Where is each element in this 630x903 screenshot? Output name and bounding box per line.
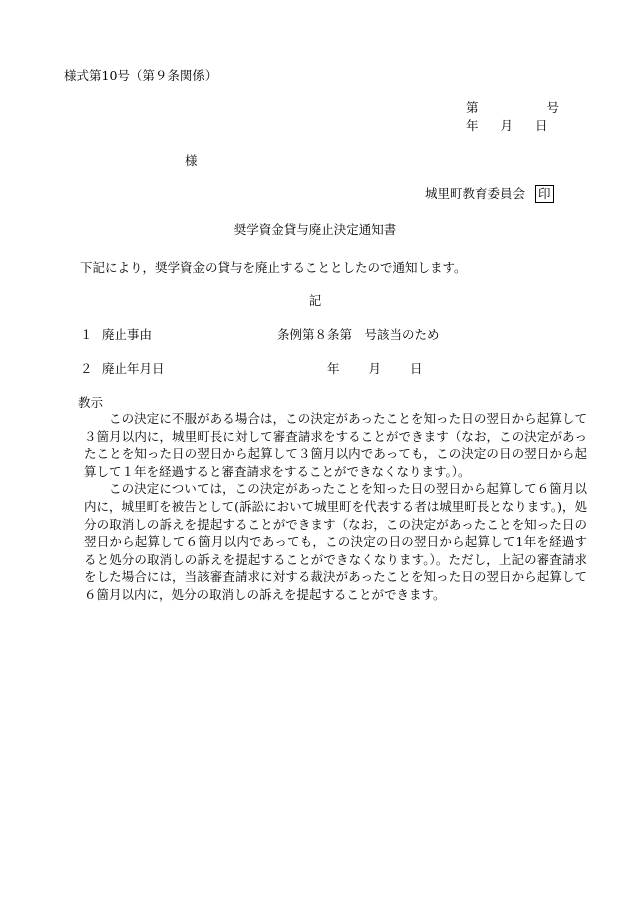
issuer-name: 城里町教育委員会 [425, 186, 526, 201]
item-abolition-date [80, 359, 423, 377]
abolition-date-month: 月 [368, 361, 382, 376]
item-value: 条例第８条第 号該当のため [277, 327, 440, 342]
abolition-date-fields [327, 361, 423, 376]
item-number: １ [80, 327, 93, 342]
form-number-label: 様式第10号（第９条関係） [64, 68, 218, 83]
item-label: 廃止年月日 [102, 361, 165, 376]
notice-paragraph-lawsuit: この決定については，この決定があったことを知った日の翌日から起算して６箇月以内に，城里町を被告として(訴訟において城里町を代表する者は城里町長となります。)，処分の取消しの訴えを提起することができます（なお，この決定があったことを知った日の翌日から起算して６箇月以内であっても，この決定の日の翌日から起算して1年を経過すると処分の取消しの訴えを提起することができなくなります。）。ただし，上記の審査請求をした場合には，当該審査請求に対する裁決があったことを知った日の翌日から起算して６箇月以内に，処分の取消しの訴えを提起することができます。 [84, 481, 587, 602]
item-abolition-reason [80, 325, 440, 343]
document-title: 奨学資金貸与廃止決定通知書 [233, 222, 397, 237]
item-label: 廃止事由 [102, 327, 153, 342]
seal-box: 印 [535, 185, 554, 203]
issuer-block [425, 184, 554, 203]
issue-date-month: 月 [500, 118, 514, 133]
addressee-honorific: 様 [185, 153, 198, 168]
notice-body [84, 410, 587, 604]
issue-date-day: 日 [535, 118, 548, 133]
abolition-date-year: 年 [327, 361, 340, 376]
item-number: ２ [80, 361, 93, 376]
notice-heading: 教示 [78, 395, 104, 410]
notice-paragraph-review-request: この決定に不服がある場合は，この決定があったことを知った日の翌日から起算して３箇月以内に，城里町長に対して審査請求をすることができます（なお，この決定があったことを知った日の翌日から起算して３箇月以内であっても，この決定の日の翌日から起算して１年を経過すると審査請求をすることができなくなります。）。 [84, 411, 587, 479]
document-number-field [466, 98, 559, 116]
issue-date-field [466, 116, 548, 134]
issue-date-year: 年 [466, 118, 479, 133]
abolition-date-day: 日 [410, 361, 423, 376]
intro-text: 下記により，奨学資金の貸与を廃止することとしたので通知します。 [80, 260, 467, 275]
ki-heading: 記 [308, 293, 322, 308]
document-number-prefix: 第 [466, 100, 479, 115]
document-number-suffix: 号 [546, 100, 560, 115]
